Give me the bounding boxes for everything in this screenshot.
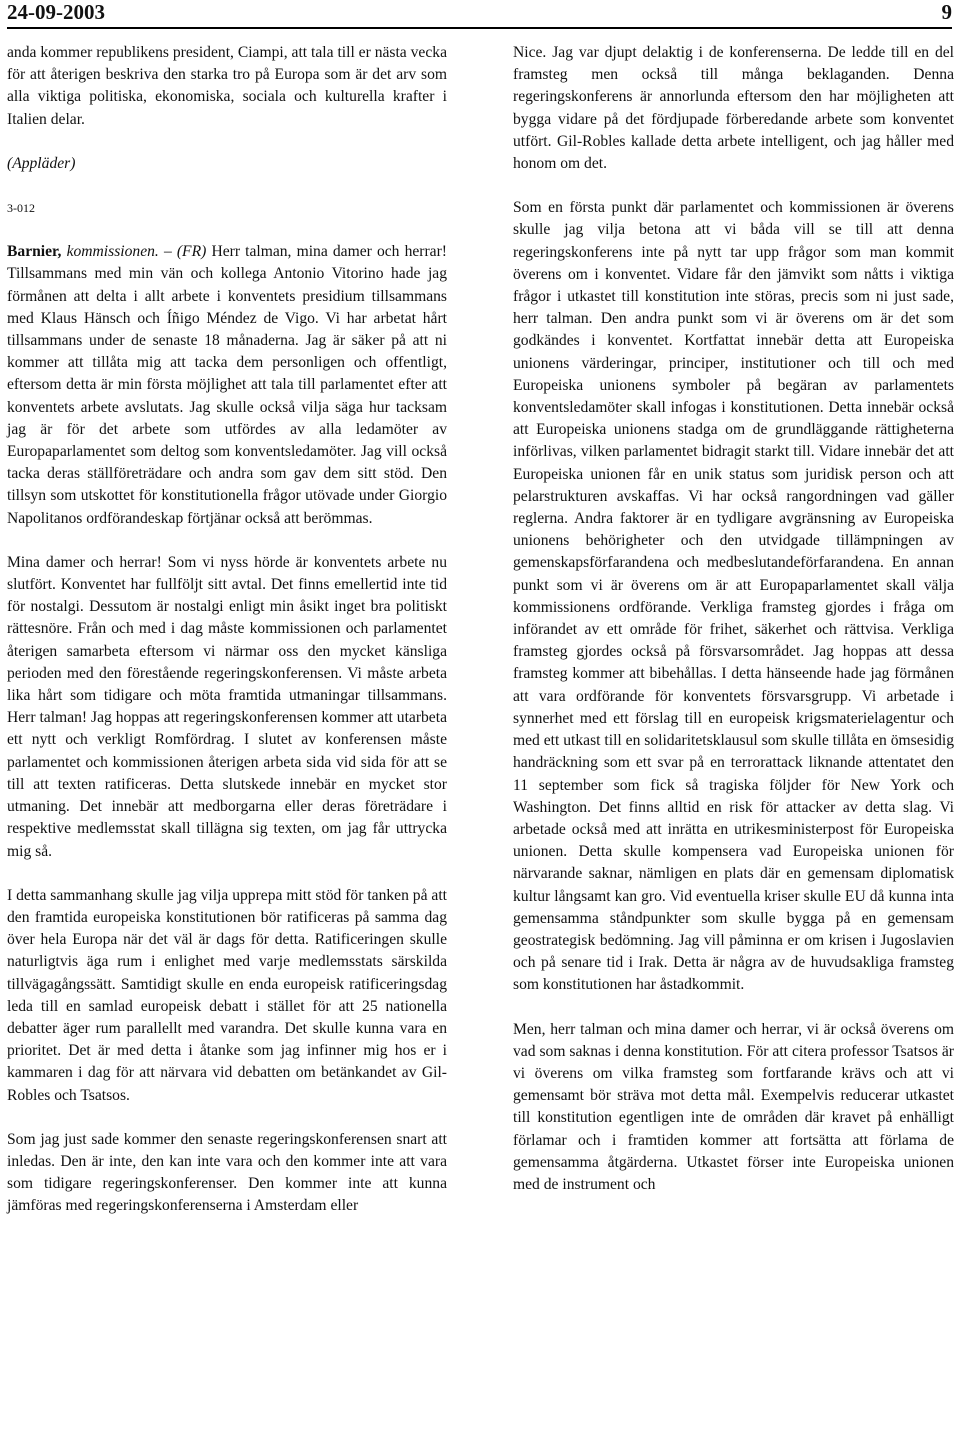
paragraph: Som jag just sade kommer den senaste regeringskonferensen snart att inledas. Den är inte, den kan inte vara och den kommer inte att vara som tidigare regeringskonferenser. Den kommer inte att kunna jämföras med regeringskonferenserna i Amsterdam eller	[7, 1130, 447, 1215]
page-header	[7, 0, 952, 27]
speaker-name: Barnier,	[7, 243, 62, 261]
left-column	[7, 42, 447, 1218]
paragraph: I detta sammanhang skulle jag vilja upprepa mitt stöd för tanken på att den framtida europeiska konstitutionen bör ratificeras på samma dag över hela Europa när det väl är dags för detta. Ratificeringen skulle naturligtvis äga rum i enlighet med varje medlemsstats särskilda tillvägagångssätt. Samtidigt skulle en enda europeisk ratificeringsdag leda till en samlad europeisk debatt i stället för att 25 nationella debatter äger rum parallellt med varandra. Det skulle kunna vara en prioritet. Det är med detta i åtanke som jag infinner mig hos er i kammaren i dag för att närvara vid debatten om betänkandet av Gil-Robles och Tsatsos.	[7, 886, 447, 1104]
right-column	[513, 42, 954, 1196]
paragraph: Men, herr talman och mina damer och herrar, vi är också överens om vad som saknas i denna konstitution. För att citera professor Tsatsos är vi överens om vilka framsteg som fortfarande krävs och att vi gemensamt bör sträva mot detta mål. Exempelvis reducerar utkastet till konstitution egentligen inte de områden där kravet på enhälligt förlamar och i framtiden kommer att fortsätta att förlama de gemensamma åtgärderna. Utkastet förser inte Europeiska unionen med de instrument och	[513, 1020, 954, 1193]
speech-paragraph	[7, 241, 447, 530]
header-date: 24-09-2003	[7, 0, 105, 24]
paragraph: Nice. Jag var djupt delaktig i de konferenserna. De ledde till en del framsteg men också till många beklaganden. Denna regeringskonferens är annorlunda eftersom den har möjligheten att bygga vidare på det fördjupade förberedande arbete som konventet utfört. Gil-Robles kallade detta arbete intelligent, och jag håller med honom om det.	[513, 44, 954, 173]
language-code: – (FR)	[163, 243, 207, 261]
header-rule	[7, 27, 952, 29]
paragraph: Mina damer och herrar! Som vi nyss hörde är konventets arbete nu slutfört. Konventet har fullföljt sitt avtal. Det finns emellertid inte tid för nostalgi. Dessutom är nostalgi enligt min åsikt inget bra politiskt rättesnöre. Från och med i dag måste kommissionen och parlamentet återigen samarbeta eftersom vi närmar oss den mycket känsliga perioden med den förestående regeringskonferensen. Vi måste arbeta lika hårt som tidigare och möta framtida utmaningar tillsammans. Herr talman! Jag hoppas att regeringskonferensen kommer att utarbeta ett nytt och verkligt Romfördrag. I slutet av konferensen måste parlamentet och kommissionen återigen arbeta sida vid sida för att se till att texten ratificeras. Detta slutskede innebär en mycket stor utmaning. Det innebär att medborgarna eller deras företrädare i respektive medlemsstat skall tillägna sig texten, om jag får uttrycka mig så.	[7, 553, 447, 860]
paragraph: anda kommer republikens president, Ciampi, att tala till er nästa vecka för att återigen beskriva den starka tro på Europa som är det arv som alla viktiga politiska, ekonomiska, sociala och kulturella krafter i Italien delar.	[7, 44, 447, 128]
applause-text: (Appläder)	[7, 154, 76, 172]
speech-marker: 3-012	[7, 201, 35, 216]
page-number: 9	[941, 0, 952, 24]
speaker-role: kommissionen.	[66, 243, 159, 261]
speech-text: Herr talman, mina damer och herrar! Tillsammans med min vän och kollega Antonio Vitorino hade jag förmånen att delta i allt arbete i konventets presidium tillsammans med Klaus Hänsch och Íñigo Méndez de Vigo. Vi har arbetat hårt tillsammans under de senaste 18 månaderna. Jag är säker på att ni kommer att tillåta mig att tacka dem personligen och offentligt, eftersom detta är min första möjlighet att tala till parlamentet efter att konventets arbete avslutats. Jag skulle också vilja säga hur tacksam jag är för det arbete som utfördes av alla ledamöter av Europaparlamentet som deltog som konventsledamöter. Jag vill också tacka deras ställföreträdare och andra som gav dem sitt stöd. Den tillsyn som utskottet för konstitutionella frågor utövade under Giorgio Napolitanos ordförandeskap förtjänar också att berömmas.	[7, 243, 447, 527]
paragraph: Som en första punkt där parlamentet och kommissionen är överens skulle jag vilja betona att vi båda vill se till att denna regeringskonferens inte på nytt tar upp frågor som man kommit överens om i konventet. Vidare får den jämvikt som nåtts i viktiga frågor i utkastet till konstitution inte störas, precis som ni just sade, herr talman. Den andra punkt som vi är överens om är det som godkändes i konventet. Kortfattat innebär detta att Europeiska unionens värderingar, principer, institutioner och till och med Europeiska unionens symboler på begäran av parlamentets konventsledamöter skall infogas i konstitutionen. Detta innebär också att Europeiska unionens stadga om de grundläggande rättigheterna införlivas, vilken parlamentet bidragit starkt till. Vidare innebär det att Europeiska unionen får en unik status som juridisk person och att pelarstrukturen avskaffas. Vi har också rangordningen vad gäller reglerna. Andra faktorer är en tydligare avgränsning av Europeiska unionens behörigheter och den utvidgade tillämpningen av gemenskapsförfarandena och medbeslutandeförfarandena. En annan punkt som vi är överens om är att Europaparlamentet skall välja kommissionens ordförande. Verkliga framsteg gjordes i fråga om införandet av ett område för frihet, säkerhet och rättvisa. Verkliga framsteg gjordes också på försvarsområdet. Jag hoppas att dessa framsteg kommer att bibehållas. I detta hänseende hade jag förmånen att vara ordförande för konventets försvarsgrupp. Vi arbetade i synnerhet med ett förslag till en europeisk krigsmaterielagentur och med ett utkast till en solidaritetsklausul som skulle tillåta en ömsesidig handräckning som ett svar på en terrorattack liknande attentatet den 11 september som fick så tragiska följder för New York och Washington. Det finns alltid en risk för attacker av detta slag. Vi arbetade också med att inrätta en utrikesministerpost för Europeiska unionen. Detta skulle kompensera vad Europeiska unionen för närvarande saknar, nämligen en plats där en gemensam diplomatisk kultur långsamt kan gro. Vid eventuella kriser skulle EU då kunna inta gemensamma ståndpunkter som skulle bygga på en gemensam geostrategisk bedömning. Jag vill påminna er om krisen i Jugoslavien och på senare tid i Irak. Detta är några av de huvudsakliga framsteg som konstitutionen har åstadkommit.	[513, 199, 954, 994]
applause-note	[7, 153, 447, 175]
